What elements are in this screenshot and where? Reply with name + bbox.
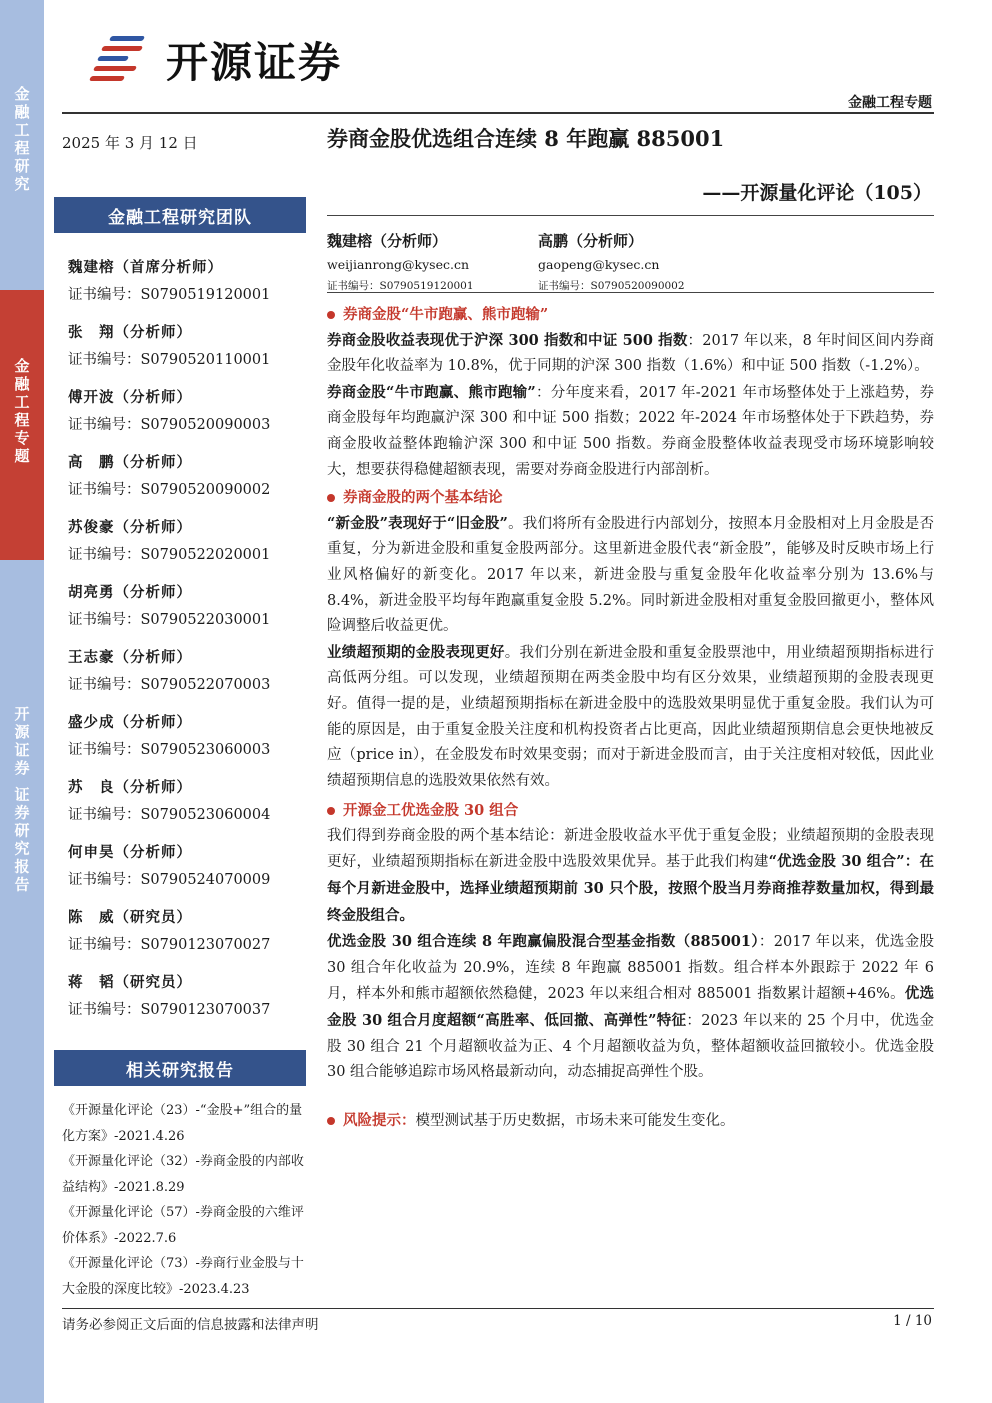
section-heading: 券商金股的两个基本结论: [327, 485, 934, 511]
author-block: 魏建榕（分析师） weijianrong@kysec.cn 证书编号：S0790519120001: [327, 232, 474, 292]
team-member: 陈 威（研究员） 证书编号：S0790123070027: [68, 909, 271, 953]
report-date: 2025 年 3 月 12 日: [62, 134, 198, 152]
bullet-icon: [327, 1117, 335, 1125]
bullet-icon: [327, 494, 335, 502]
team-member: 高 鹏（分析师） 证书编号：S0790520090002: [68, 454, 271, 498]
team-heading: 金融工程研究团队: [54, 197, 306, 233]
section-heading: 券商金股“牛市跑赢、熊市跑输”: [327, 302, 934, 328]
header-divider: [62, 112, 934, 114]
header-tag: 金融工程专题: [848, 95, 932, 111]
team-member: 蒋 韬（研究员） 证书编号：S0790123070037: [68, 974, 271, 1018]
paragraph: 券商金股收益表现优于沪深 300 指数和中证 500 指数：2017 年以来，8 年时间区间内券商金股年化收益率为 10.8%，优于同期的沪深 300 指数（1.6%）和中证 500 指数（-1.2%）。: [327, 331, 934, 375]
related-list: [62, 1098, 308, 1302]
sidebar-segment-research: 金融工程研究: [0, 80, 44, 290]
paragraph: 我们得到券商金股的两个基本结论：新进金股收益水平优于重复金股；业绩超预期的金股表现更好，业绩超预期指标在新进金股中选股效果优异。基于此我们构建“优选金股 30 组合”：在每个月新进金股中，选择业绩超预期前 30 只个股，按照个股当月券商推荐数量加权，得到最终金股组合。: [327, 827, 934, 924]
team-member: 王志豪（分析师） 证书编号：S0790522070003: [68, 649, 271, 693]
company-logo: [88, 30, 342, 90]
team-member: 苏 良（分析师） 证书编号：S0790523060004: [68, 779, 271, 823]
team-member: 魏建榕（首席分析师） 证书编号：S0790519120001: [68, 259, 271, 303]
team-member: 胡亮勇（分析师） 证书编号：S0790522030001: [68, 584, 271, 628]
section-heading: 开源金工优选金股 30 组合: [327, 798, 934, 824]
risk-note: 风险提示：模型测试基于历史数据，市场未来可能发生变化。: [327, 1108, 934, 1135]
page-number: 1 / 10: [893, 1313, 932, 1329]
related-item[interactable]: 《开源量化评论（32）-券商金股的内部收益结构》-2021.8.29: [62, 1154, 304, 1195]
left-sidebar: [0, 0, 44, 1403]
related-item[interactable]: 《开源量化评论（73）-券商行业金股与十大金股的深度比较》-2023.4.23: [62, 1256, 304, 1297]
related-item[interactable]: 《开源量化评论（23）-“金股+”组合的量化方案》-2021.4.26: [62, 1103, 303, 1144]
report-body: [327, 300, 934, 1134]
report-subtitle: ——开源量化评论（105）: [702, 182, 932, 204]
footer-divider: [62, 1308, 934, 1309]
team-member: 何申昊（分析师） 证书编号：S0790524070009: [68, 844, 271, 888]
paragraph: 优选金股 30 组合连续 8 年跑赢偏股混合型基金指数（885001）：2017 年以来，优选金股 30 组合年化收益为 20.9%，连续 8 年跑赢 885001 指数。组合样本外跟踪于 2022 年 6 月，样本外和熊市超额依然稳健，2023 年以来组合相对 885001 指数累计超额+46%。优选金股 30 组合月度超额“高胜率、低回撤、高弹性”特征：2023 年以来的 25 个月中，优选金股 30 组合 21 个月超额收益为正、4 个月超额收益为负，整体超额收益回撤较小。优选金股 30 组合能够追踪市场风格最新动向，动态捕捉高弹性个股。: [327, 933, 934, 1081]
team-member: 苏俊豪（分析师） 证书编号：S0790522020001: [68, 519, 271, 563]
logo-text: 开源证券: [166, 38, 343, 87]
sidebar-segment-report: 开源证券 证券研究报告: [0, 700, 44, 930]
related-item[interactable]: 《开源量化评论（57）-券商金股的六维评价体系》-2022.7.6: [62, 1205, 304, 1246]
author-block: 高鹏（分析师） gaopeng@kysec.cn 证书编号：S0790520090002: [538, 232, 685, 292]
title-divider: [327, 215, 934, 216]
paragraph: 业绩超预期的金股表现更好。我们分别在新进金股和重复金股票池中，用业绩超预期指标进行高低两分组。可以发现，业绩超预期在两类金股中均有区分效果，业绩超预期的金股表现更好。值得一提的是，业绩超预期指标在新进金股中的选股效果明显优于重复金股。我们认为可能的原因是，由于重复金股关注度和机构投资者占比更高，因此业绩超预期信息会更快地被反应（price in），在金股发布时效果变弱；而对于新进金股而言，由于关注度相对较低，因此业绩超预期信息的选股效果依然有效。: [327, 643, 934, 789]
logo-mark-icon: [88, 30, 158, 90]
team-member: 盛少成（分析师） 证书编号：S0790523060003: [68, 714, 271, 758]
footer-notice: 请务必参阅正文后面的信息披露和法律声明: [62, 1317, 319, 1333]
author-divider: [327, 292, 934, 293]
related-heading: 相关研究报告: [54, 1050, 306, 1086]
bullet-icon: [327, 311, 335, 319]
sidebar-segment-topic: 金融工程专题: [0, 290, 44, 560]
report-title: 券商金股优选组合连续 8 年跑赢 885001: [327, 126, 725, 151]
bullet-icon: [327, 807, 335, 815]
team-member: 傅开波（分析师） 证书编号：S0790520090003: [68, 389, 271, 433]
paragraph: 券商金股“牛市跑赢、熊市跑输”：分年度来看，2017 年-2021 年市场整体处于上涨趋势，券商金股每年均跑赢沪深 300 和中证 500 指数；2022 年-2024 年市场整体处于下跌趋势，券商金股收益整体跑输沪深 300 和中证 500 指数。券商金股整体收益表现受市场环境影响较大，想要获得稳健超额表现，需要对券商金股进行内部剖析。: [327, 383, 934, 478]
team-member: 张 翔（分析师） 证书编号：S0790520110001: [68, 324, 271, 368]
paragraph: “新金股”表现好于“旧金股”。我们将所有金股进行内部划分，按照本月金股相对上月金股是否重复，分为新进金股和重复金股两部分。这里新进金股代表“新金股”，能够及时反映市场上行业风格偏好的新变化。2017 年以来，新进金股与重复金股年化收益率分别为 13.6%与 8.4%，新进金股平均每年跑赢重复金股 5.2%。同时新进金股相对重复金股回撤更小，整体风险调整后收益更优。: [327, 514, 934, 635]
